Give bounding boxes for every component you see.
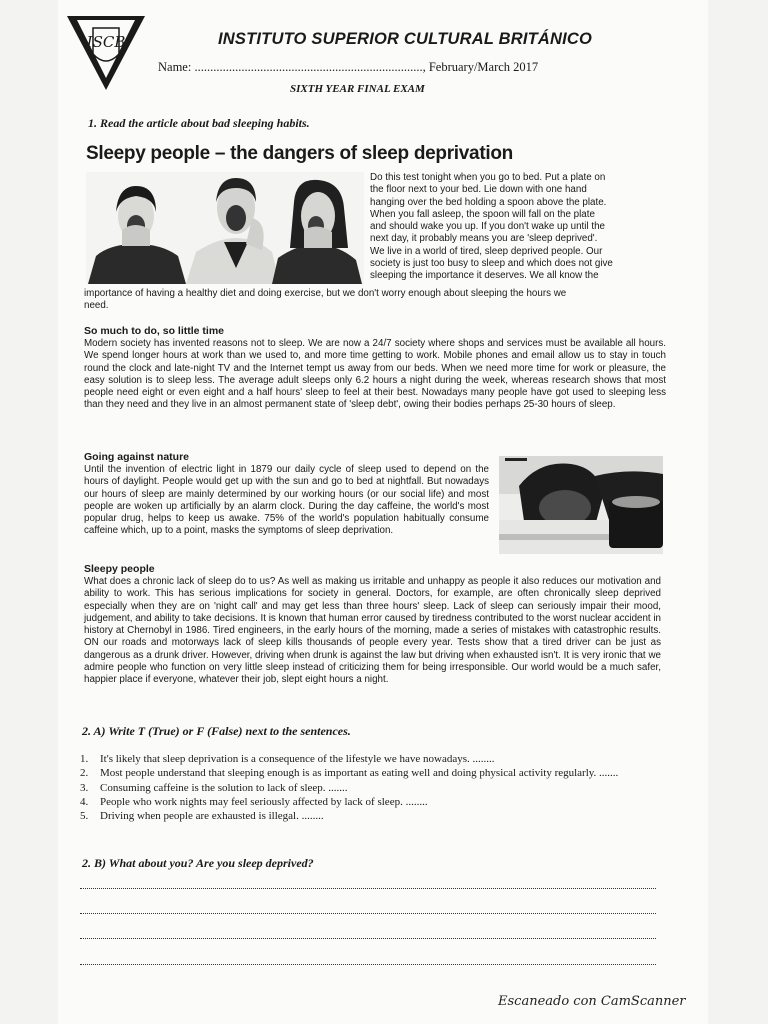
section-text-going-against-nature: Until the invention of electric light in 1879 our daily cycle of sleep used to depend on the hours of daylight. People would get up with the sun and go to bed at nightfall. But nowadays our hours of sleep are mainly determined by our working hours (or our social life) and most people are woken up artificially by an alarm clock. During the day caffeine, the world's most popular drug, helps to keep us awake. 75% of the world's population habitually consume caffeine which, up to a point, masks the symptoms of sleep deprivation.	[84, 464, 489, 537]
institute-name: INSTITUTO SUPERIOR CULTURAL BRITÁNICO	[218, 30, 593, 48]
camscanner-watermark: Escaneado con CamScanner	[498, 994, 686, 1009]
section-heading-going-against-nature: Going against nature	[84, 451, 190, 463]
question-item: 5. Driving when people are exhausted is illegal. ........	[80, 810, 324, 823]
question-item: 1. It's likely that sleep deprivation is a consequence of the lifestyle we have nowadays. ........	[80, 753, 495, 765]
answer-line-4[interactable]	[80, 964, 656, 965]
logo-lettering: ISCB	[86, 33, 126, 51]
section-text-sleepy-people: What does a chronic lack of sleep do to us? As well as making us irritable and unhappy as people it also reduces our motivation and ability to work. This has serious implications for society in general. Doctors, for example, are often chronically sleep deprived especially when they are on 'night call' and may get less than three hours' sleep. Lack of sleep can seriously impair their mood, judgement, and ability to take decisions. It is known that human error caused by tiredness contributed to the worst nuclear accident in history at Chernobyl in 1986. Tired engineers, in the early hours of the morning, made a series of mistakes with catastrophic results. ON our roads and motorways lack of sleep kills thousands of people every year. Tests show that a tired driver can be just as dangerous as a drunk driver. However, driving when drunk is against the law but driving when exhausted isn't. It is very ironic that we admire people who function on very little sleep instead of criticizing them for being irresponsible. Our world would be a much safer, happier place if everyone, whatever their job, slept eight hours a night.	[84, 576, 661, 686]
question-item: 4. People who work nights may feel seriously affected by lack of sleep. ........	[80, 795, 428, 808]
section-heading-sleepy-people: Sleepy people	[84, 563, 155, 575]
true-false-questions	[80, 752, 670, 823]
question-item: 3. Consuming caffeine is the solution to lack of sleep. .......	[80, 781, 348, 794]
exam-title: SIXTH YEAR FINAL EXAM	[290, 83, 425, 95]
instruction-2b: 2. B) What about you? Are you sleep deprived?	[82, 856, 314, 870]
section-text-so-much-to-do: Modern society has invented reasons not to sleep. We are now a 24/7 society where shops and services must be available all hours. We spend longer hours at work than we used to, and more time getting to work. Mobile phones and email allow us to stay in touch round the clock and late-night TV and the Internet tempt us away from our beds. When we need more time for work or pleasure, the easy solution is to sleep less. The average adult sleeps only 6.2 hours a night during the week, whereas research shows that most people need eight or even eight and a half hours' sleep to feel at their best. Nowadays many people have got used to sleeping less than they need and they live in an almost permanent state of 'sleep debt', owing their bodies perhaps 25-30 hours of sleep.	[84, 338, 666, 411]
answer-line-2[interactable]	[80, 913, 656, 914]
article-intro: Do this test tonight when you go to bed. Put a plate on the floor next to your bed. Lie down with one hand hanging over the bed holding a spoon above the plate. When you fall asleep, the spoon will fall on the plate and should wake you up. If you don't wake up until the next day, it probably means you are 'sleep deprived'. We live in a world of tired, sleep deprived people. Our society is just too busy to sleep and which does not give sleeping the importance it deserves. We all know the	[370, 172, 613, 282]
yawning-people-photo	[86, 172, 364, 284]
answer-line-3[interactable]	[80, 938, 656, 939]
article-intro-continued: importance of having a healthy diet and doing exercise, but we don't worry enough about sleeping the hours we need.	[84, 288, 567, 312]
name-and-date-line: Name: ........................................................................., February/March 2017	[158, 60, 539, 74]
sleeping-at-desk-photo	[499, 456, 663, 554]
answer-line-1[interactable]	[80, 888, 656, 889]
instruction-2a: 2. A) Write T (True) or F (False) next to the sentences.	[82, 724, 351, 738]
question-item: 2. Most people understand that sleeping enough is as important as eating well and doing physical activity regularly. .......	[80, 767, 619, 780]
article-title: Sleepy people – the dangers of sleep deprivation	[86, 143, 513, 164]
school-crest-logo	[65, 14, 147, 92]
section-heading-so-much-to-do: So much to do, so little time	[84, 325, 225, 337]
instruction-1: 1. Read the article about bad sleeping habits.	[88, 116, 310, 130]
